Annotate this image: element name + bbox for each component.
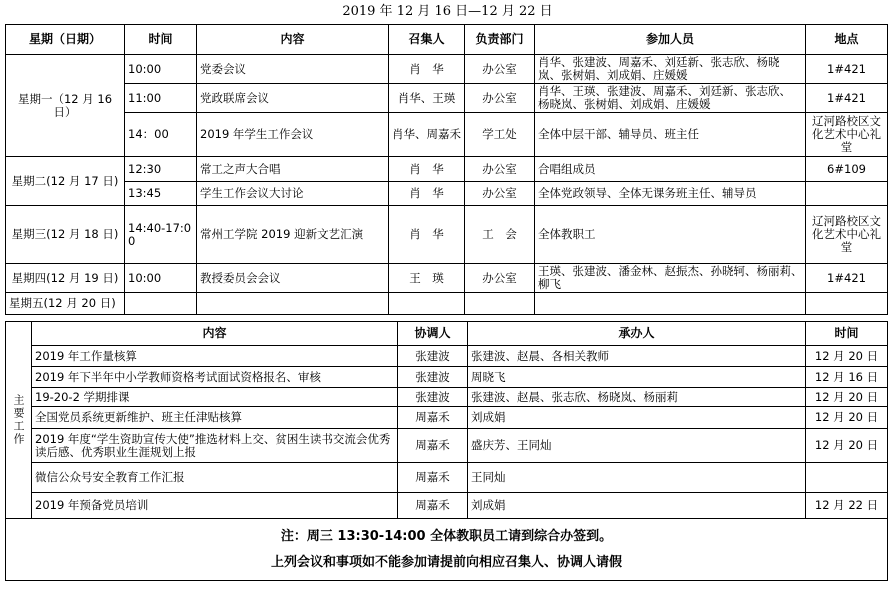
meeting-dept: 办公室 [465, 55, 535, 84]
meeting-content: 党委会议 [197, 55, 389, 84]
meeting-location [806, 293, 888, 315]
task-content: 2019 年度“学生资助宣传大使”推选材料上交、贫困生读书交流会优秀读后感、优秀职业生涯规划上报 [32, 429, 398, 463]
meeting-participants: 全体中层干部、辅导员、班主任 [535, 113, 806, 157]
tasks-header-content: 内容 [32, 322, 398, 346]
task-handler: 王同灿 [468, 463, 806, 493]
meeting-row [6, 157, 888, 182]
task-time: 12 月 16 日 [806, 367, 888, 388]
header-dept: 负责部门 [465, 25, 535, 55]
task-coordinator: 周嘉禾 [398, 463, 468, 493]
meeting-time [125, 293, 197, 315]
task-content: 微信公众号安全教育工作汇报 [32, 463, 398, 493]
task-coordinator: 周嘉禾 [398, 429, 468, 463]
meeting-location [806, 182, 888, 206]
meeting-convener: 王 瑛 [389, 264, 465, 293]
meeting-time: 10:00 [125, 55, 197, 84]
tasks-header-handler: 承办人 [468, 322, 806, 346]
task-coordinator: 张建波 [398, 388, 468, 407]
header-location: 地点 [806, 25, 888, 55]
header-convener: 召集人 [389, 25, 465, 55]
task-time: 12 月 20 日 [806, 429, 888, 463]
header-content: 内容 [197, 25, 389, 55]
day-label: 星期三(12 月 18 日) [6, 206, 125, 264]
day-label: 星期四(12 月 19 日) [6, 264, 125, 293]
task-content: 2019 年工作量核算 [32, 346, 398, 367]
task-handler: 张建波、赵晨、张志欣、杨晓岚、杨丽莉 [468, 388, 806, 407]
meeting-location: 1#421 [806, 55, 888, 84]
day-label: 星期二(12 月 17 日) [6, 157, 125, 206]
meeting-dept: 学工处 [465, 113, 535, 157]
day-label: 星期一（12 月 16 日） [6, 55, 125, 157]
meeting-dept: 工 会 [465, 206, 535, 264]
meeting-content: 党政联席会议 [197, 84, 389, 113]
note-leave-request: 上列会议和事项如不能参加请提前向相应召集人、协调人请假 [270, 554, 622, 570]
task-handler: 周晓飞 [468, 367, 806, 388]
task-row [6, 429, 888, 463]
task-handler: 盛庆芳、王同灿 [468, 429, 806, 463]
meeting-schedule-table [5, 24, 888, 315]
meeting-convener: 肖 华 [389, 206, 465, 264]
task-coordinator: 张建波 [398, 346, 468, 367]
task-coordinator: 周嘉禾 [398, 407, 468, 429]
task-row [6, 493, 888, 519]
meeting-content: 常工之声大合唱 [197, 157, 389, 182]
task-time [806, 463, 888, 493]
meeting-location: 辽河路校区文化艺术中心礼堂 [806, 113, 888, 157]
meeting-participants: 全体教职工 [535, 206, 806, 264]
meeting-dept: 办公室 [465, 157, 535, 182]
tasks-header-row [6, 322, 888, 346]
date-range: 2019 年 12 月 16 日—12 月 22 日 [342, 4, 553, 19]
task-content: 全国党员系统更新维护、班主任津贴核算 [32, 407, 398, 429]
meeting-time: 14:40-17:00 [125, 206, 197, 264]
meeting-dept: 办公室 [465, 182, 535, 206]
task-content: 2019 年预备党员培训 [32, 493, 398, 519]
header-time: 时间 [125, 25, 197, 55]
meeting-row [6, 182, 888, 206]
meeting-participants: 肖华、张建波、周嘉禾、刘廷新、张志欣、杨晓岚、张树娟、刘成娟、庄媛媛 [535, 55, 806, 84]
meeting-participants: 王瑛、张建波、潘金林、赵振杰、孙晓轲、杨丽莉、 柳飞 [535, 264, 806, 293]
task-row [6, 346, 888, 367]
meeting-convener: 肖华、王瑛 [389, 84, 465, 113]
task-content: 19-20-2 学期排课 [32, 388, 398, 407]
meeting-time: 12:30 [125, 157, 197, 182]
meeting-row [6, 113, 888, 157]
notes-row [6, 519, 888, 581]
meeting-convener: 肖 华 [389, 182, 465, 206]
meeting-location: 1#421 [806, 264, 888, 293]
task-time: 12 月 20 日 [806, 346, 888, 367]
meeting-row [6, 293, 888, 315]
meeting-convener: 肖 华 [389, 55, 465, 84]
header-participants: 参加人员 [535, 25, 806, 55]
meeting-location: 6#109 [806, 157, 888, 182]
meeting-content: 常州工学院 2019 迎新文艺汇演 [197, 206, 389, 264]
meeting-location: 1#421 [806, 84, 888, 113]
notes-cell [6, 519, 888, 581]
header-day: 星期（日期） [6, 25, 125, 55]
task-row [6, 367, 888, 388]
day-label: 星期五(12 月 20 日) [6, 293, 125, 315]
meeting-dept: 办公室 [465, 84, 535, 113]
task-handler: 张建波、赵晨、各相关教师 [468, 346, 806, 367]
meeting-content [197, 293, 389, 315]
meeting-participants [535, 293, 806, 315]
meeting-content: 学生工作会议大讨论 [197, 182, 389, 206]
meeting-header-row [6, 25, 888, 55]
tasks-header-coordinator: 协调人 [398, 322, 468, 346]
task-coordinator: 张建波 [398, 367, 468, 388]
meeting-time: 10:00 [125, 264, 197, 293]
meeting-participants: 合唱组成员 [535, 157, 806, 182]
meeting-content: 2019 年学生工作会议 [197, 113, 389, 157]
meeting-row [6, 55, 888, 84]
task-row [6, 407, 888, 429]
meeting-time: 13:45 [125, 182, 197, 206]
task-handler: 刘成娟 [468, 407, 806, 429]
tasks-section-label-text: 主要工作 [12, 394, 25, 446]
task-coordinator: 周嘉禾 [398, 493, 468, 519]
task-time: 12 月 20 日 [806, 407, 888, 429]
meeting-time: 11:00 [125, 84, 197, 113]
tasks-header-time: 时间 [806, 322, 888, 346]
meeting-convener: 肖华、周嘉禾 [389, 113, 465, 157]
meeting-dept [465, 293, 535, 315]
tasks-section-label [6, 322, 32, 519]
meeting-row [6, 84, 888, 113]
task-row [6, 463, 888, 493]
task-handler: 刘成娟 [468, 493, 806, 519]
meeting-dept: 办公室 [465, 264, 535, 293]
task-time: 12 月 20 日 [806, 388, 888, 407]
meeting-time: 14：00 [125, 113, 197, 157]
meeting-participants: 全体党政领导、全体无课务班主任、辅导员 [535, 182, 806, 206]
task-content: 2019 年下半年中小学教师资格考试面试资格报名、审核 [32, 367, 398, 388]
meeting-row [6, 206, 888, 264]
meeting-participants: 肖华、王瑛、张建波、周嘉禾、刘廷新、张志欣、杨晓岚、张树娟、刘成娟、庄媛媛 [535, 84, 806, 113]
note-sign-in: 注：周三 13:30-14:00 全体教职员工请到综合办签到。 [280, 528, 613, 544]
task-time: 12 月 22 日 [806, 493, 888, 519]
meeting-convener: 肖 华 [389, 157, 465, 182]
meeting-location: 辽河路校区文化艺术中心礼堂 [806, 206, 888, 264]
meeting-content: 教授委员会会议 [197, 264, 389, 293]
task-row [6, 388, 888, 407]
meeting-row [6, 264, 888, 293]
main-tasks-table [5, 321, 888, 581]
meeting-convener [389, 293, 465, 315]
